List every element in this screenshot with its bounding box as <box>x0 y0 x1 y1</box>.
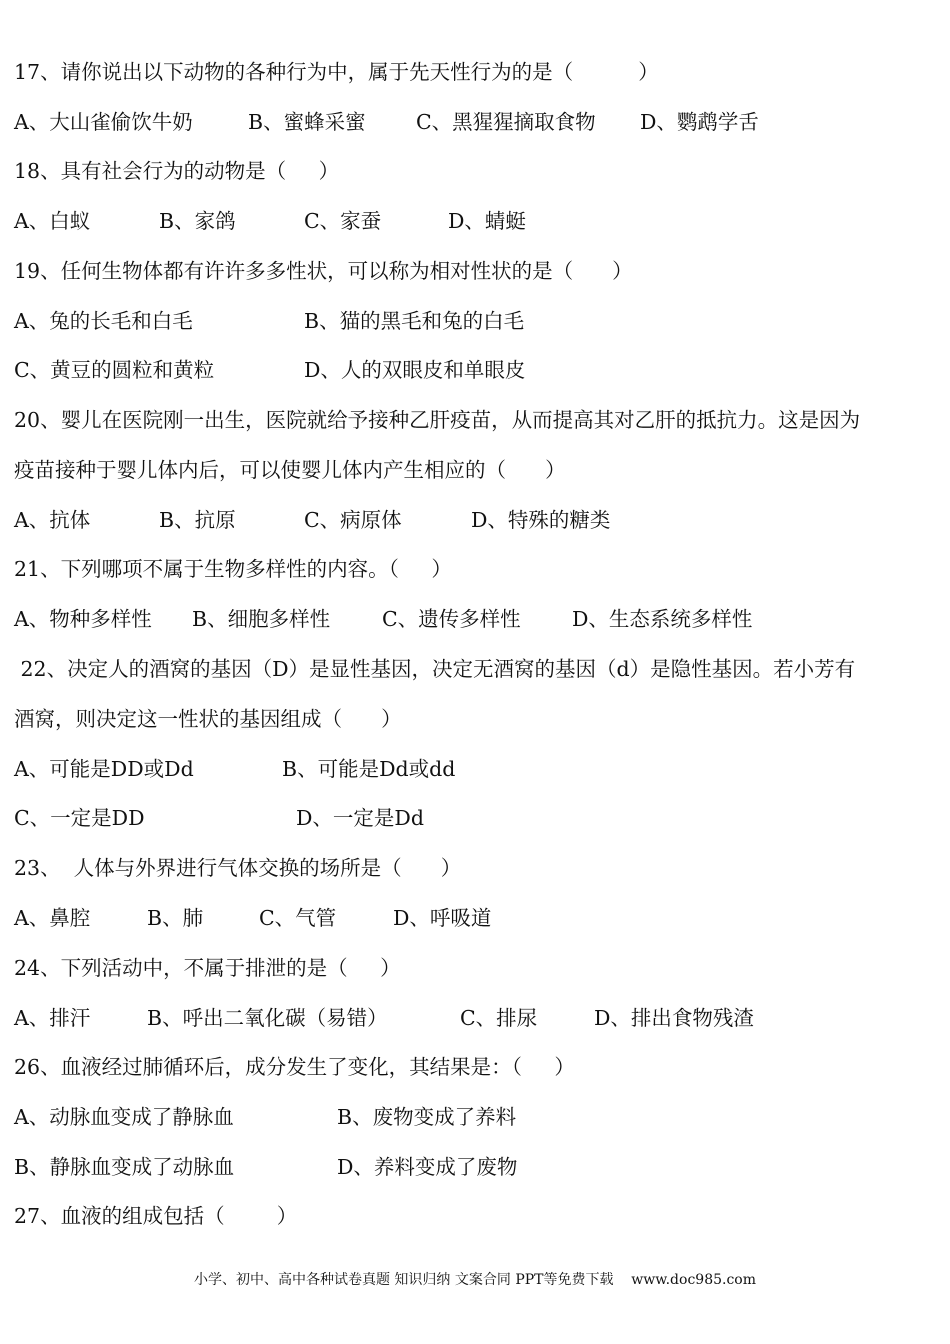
q26-option-b: B、废物变成了养料 <box>337 1105 517 1129</box>
q23-option-d: D、呼吸道 <box>393 906 492 930</box>
q22-option-d: D、一定是Dd <box>296 806 424 830</box>
q21-option-b: B、细胞多样性 <box>192 607 331 631</box>
q22-option-b: B、可能是Dd或dd <box>282 757 456 781</box>
q17-option-b: B、蜜蜂采蜜 <box>248 110 366 134</box>
q18-option-d: D、蜻蜓 <box>448 209 526 233</box>
q26-option-d: D、养料变成了废物 <box>337 1155 518 1179</box>
q21-option-a: A、物种多样性 <box>14 607 152 631</box>
page-footer: 小学、初中、高中各种试卷真题 知识归纳 文案合同 PPT等免费下载 www.doc985.com <box>193 1272 756 1288</box>
q27-stem: 27、血液的组成包括（ ） <box>14 1204 298 1228</box>
q26-option-a: A、动脉血变成了静脉血 <box>14 1105 234 1129</box>
q26-options-row2 <box>14 1152 934 1182</box>
q22-stem-line2: 酒窝，则决定这一性状的基因组成（ ） <box>14 707 402 731</box>
q19-options-row1 <box>14 306 934 336</box>
q22-options-row1 <box>14 754 934 784</box>
q17-option-a: A、大山雀偷饮牛奶 <box>14 110 193 134</box>
q19-stem: 19、任何生物体都有许许多多性状，可以称为相对性状的是（ ） <box>14 259 633 283</box>
q22-options-row2 <box>14 803 934 833</box>
q22-stem-line1: 22、决定人的酒窝的基因（D）是显性基因，决定无酒窝的基因（d）是隐性基因。若小芳有 <box>14 657 856 681</box>
q23-option-c: C、气管 <box>259 906 337 930</box>
q20-options <box>14 505 934 535</box>
q23-option-a: A、鼻腔 <box>14 906 91 930</box>
q26-option-c: B、静脉血变成了动脉血 <box>14 1155 235 1179</box>
q20-stem-line1: 20、婴儿在医院刚一出生，医院就给予接种乙肝疫苗，从而提高其对乙肝的抵抗力。这是因为 <box>14 408 861 432</box>
q24-option-d: D、排出食物残渣 <box>594 1006 754 1030</box>
q22-option-a: A、可能是DD或Dd <box>14 757 194 781</box>
q19-option-b: B、猫的黑毛和兔的白毛 <box>304 309 525 333</box>
q17-option-c: C、黑猩猩摘取食物 <box>416 110 596 134</box>
q22-option-c: C、一定是DD <box>14 806 145 830</box>
q17-option-d: D、鹦鹉学舌 <box>640 110 759 134</box>
q18-option-b: B、家鸽 <box>159 209 236 233</box>
q18-option-a: A、白蚁 <box>14 209 91 233</box>
q18-options <box>14 206 934 236</box>
q19-option-c: C、黄豆的圆粒和黄粒 <box>14 358 215 382</box>
q19-options-row2 <box>14 355 934 385</box>
q24-option-b: B、呼出二氧化碳（易错） <box>147 1006 388 1030</box>
q21-stem: 21、下列哪项不属于生物多样性的内容。（ ） <box>14 557 452 581</box>
q24-stem: 24、下列活动中，不属于排泄的是（ ） <box>14 956 401 980</box>
q21-option-d: D、生态系统多样性 <box>572 607 753 631</box>
q23-options <box>14 903 934 933</box>
q24-option-a: A、排汗 <box>14 1006 91 1030</box>
q26-stem: 26、血液经过肺循环后，成分发生了变化，其结果是：（ ） <box>14 1055 575 1079</box>
q20-option-a: A、抗体 <box>14 508 91 532</box>
q19-option-a: A、兔的长毛和白毛 <box>14 309 193 333</box>
q20-stem-line2: 疫苗接种于婴儿体内后，可以使婴儿体内产生相应的（ ） <box>14 458 566 482</box>
q20-option-d: D、特殊的糖类 <box>471 508 611 532</box>
q23-stem: 23、 人体与外界进行气体交换的场所是（ ） <box>14 856 462 880</box>
q17-options <box>14 107 934 137</box>
q23-option-b: B、肺 <box>147 906 204 930</box>
q20-option-c: C、病原体 <box>304 508 402 532</box>
q18-stem: 18、具有社会行为的动物是（ ） <box>14 159 340 183</box>
q17-stem: 17、请你说出以下动物的各种行为中，属于先天性行为的是（ ） <box>14 60 659 84</box>
q24-option-c: C、排尿 <box>460 1006 538 1030</box>
q21-option-c: C、遗传多样性 <box>382 607 521 631</box>
q26-options-row1 <box>14 1102 934 1132</box>
q19-option-d: D、人的双眼皮和单眼皮 <box>304 358 526 382</box>
q20-option-b: B、抗原 <box>159 508 236 532</box>
q24-options <box>14 1003 934 1033</box>
q21-options <box>14 604 934 634</box>
q18-option-c: C、家蚕 <box>304 209 382 233</box>
